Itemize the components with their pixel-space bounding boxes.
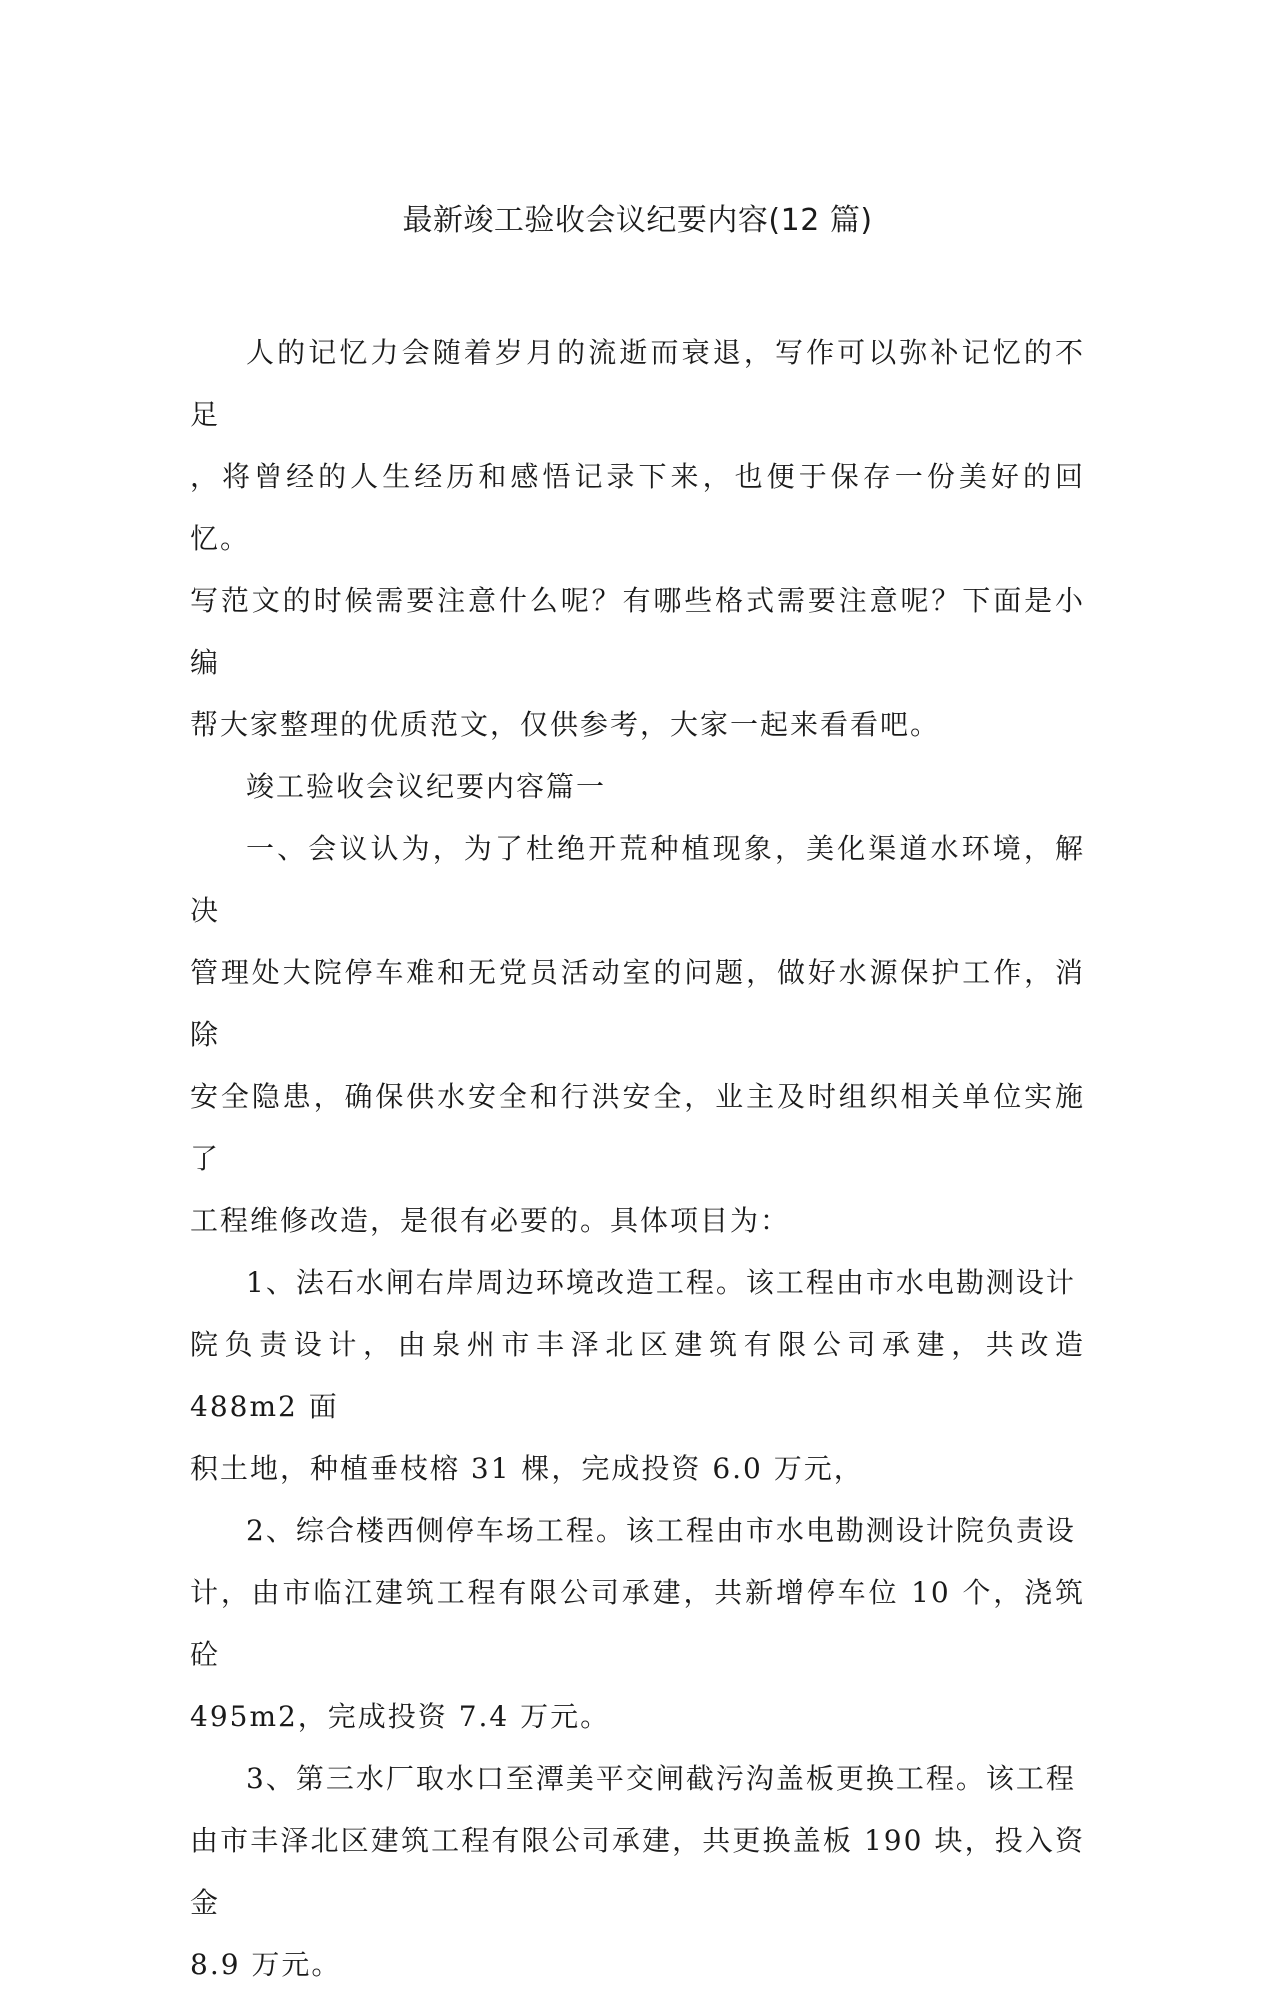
document-body [190, 322, 1085, 1996]
paragraph-line: 3、第三水厂取水口至潭美平交闸截污沟盖板更换工程。该工程 [246, 1762, 1076, 1795]
section-heading: 竣工验收会议纪要内容篇一 [246, 770, 607, 803]
paragraph-line: 工程维修改造，是很有必要的。具体项目为： [190, 1204, 791, 1237]
intro-line: 帮大家整理的优质范文，仅供参考，大家一起来看看吧。 [190, 708, 941, 741]
project-item-2 [190, 1500, 1085, 1748]
meeting-conclusion-paragraph [190, 818, 1085, 1252]
intro-line: 人的记忆力会随着岁月的流逝而衰退，写作可以弥补记忆的不足 [190, 336, 1085, 431]
paragraph-line: 由市丰泽北区建筑工程有限公司承建，共更换盖板 190 块，投入资金 [190, 1824, 1085, 1919]
paragraph-line: 积土地，种植垂枝榕 31 棵，完成投资 6.0 万元， [190, 1452, 864, 1485]
paragraph-line: 1、法石水闸右岸周边环境改造工程。该工程由市水电勘测设计 [246, 1266, 1076, 1299]
paragraph-line: 管理处大院停车难和无党员活动室的问题，做好水源保护工作，消除 [190, 956, 1085, 1051]
project-item-1 [190, 1252, 1085, 1500]
paragraph-line: 8.9 万元。 [190, 1948, 342, 1981]
document-title: 最新竣工验收会议纪要内容(12 篇) [402, 203, 873, 238]
intro-paragraph [190, 322, 1085, 756]
paragraph-line: 院负责设计，由泉州市丰泽北区建筑有限公司承建，共改造 488m2 面 [190, 1328, 1085, 1423]
intro-line: ，将曾经的人生经历和感悟记录下来，也便于保存一份美好的回忆。 [190, 460, 1085, 555]
paragraph-line: 计，由市临江建筑工程有限公司承建，共新增停车位 10 个，浇筑砼 [190, 1576, 1085, 1671]
paragraph-line: 一、会议认为，为了杜绝开荒种植现象，美化渠道水环境，解决 [190, 832, 1085, 927]
paragraph-line: 2、综合楼西侧停车场工程。该工程由市水电勘测设计院负责设 [246, 1514, 1076, 1547]
paragraph-line: 495m2，完成投资 7.4 万元。 [190, 1700, 611, 1733]
paragraph-line: 安全隐患，确保供水安全和行洪安全，业主及时组织相关单位实施了 [190, 1080, 1085, 1175]
project-item-3 [190, 1748, 1085, 1996]
intro-line: 写范文的时候需要注意什么呢？有哪些格式需要注意呢？下面是小编 [190, 584, 1085, 679]
